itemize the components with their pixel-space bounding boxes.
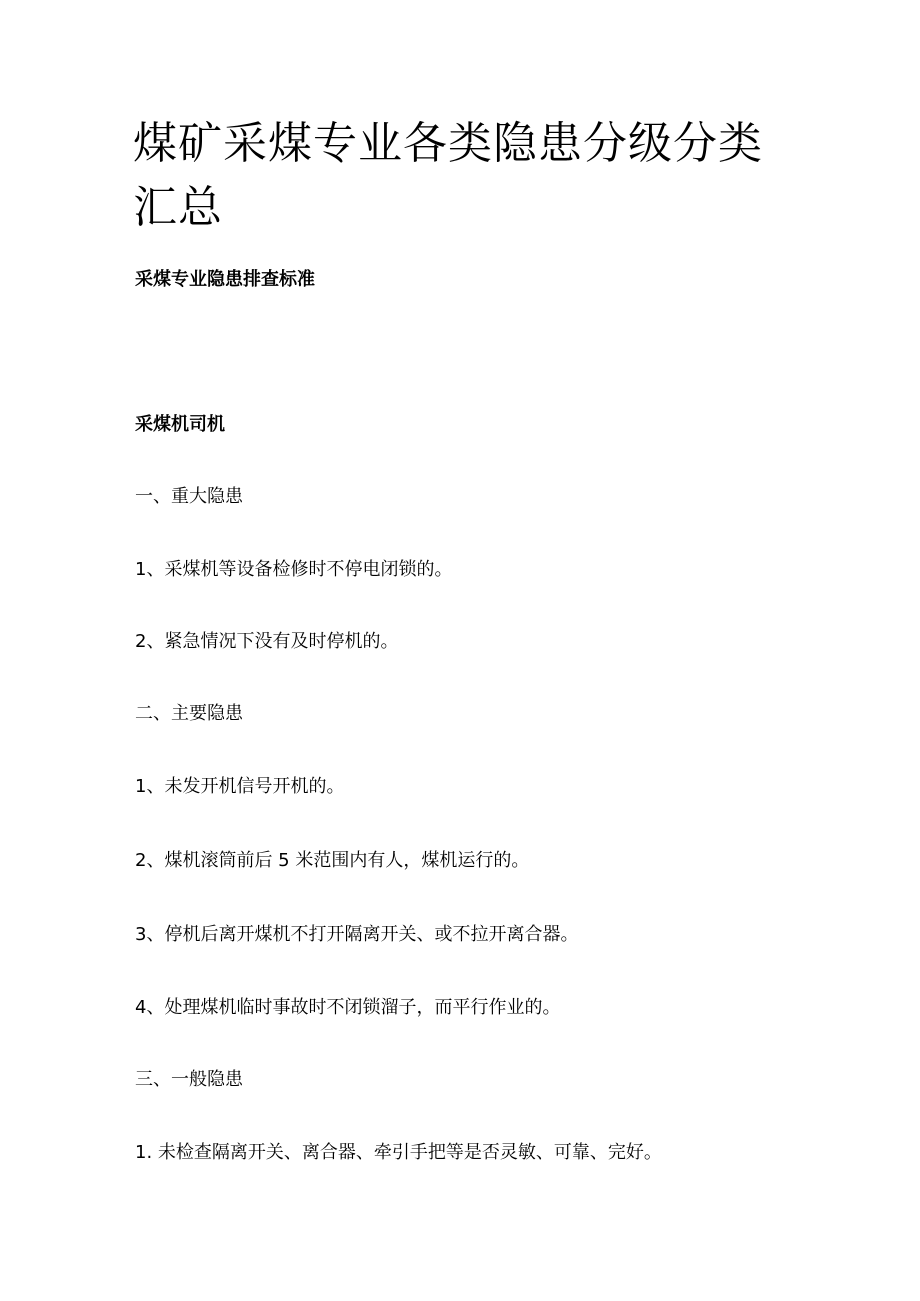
list-item: 4、处理煤机临时事故时不闭锁溜子，而平行作业的。 [135, 997, 561, 1018]
list-item: 1、未发开机信号开机的。 [135, 776, 345, 797]
category-heading-general: 三、一般隐患 [135, 1069, 243, 1090]
document-title: 煤矿采煤专业各类隐患分级分类汇总 [133, 118, 763, 233]
list-item: 2、煤机滚筒前后 5 米范围内有人，煤机运行的。 [135, 850, 530, 871]
section-heading: 采煤机司机 [135, 414, 225, 435]
category-heading-main: 二、主要隐患 [135, 703, 243, 724]
list-item: 1、采煤机等设备检修时不停电闭锁的。 [135, 559, 453, 580]
list-item: 2、紧急情况下没有及时停机的。 [135, 631, 399, 652]
document-subtitle: 采煤专业隐患排查标准 [135, 269, 315, 290]
list-item: 1. 未检查隔离开关、离合器、牵引手把等是否灵敏、可靠、完好。 [135, 1142, 662, 1163]
category-heading-major: 一、重大隐患 [135, 486, 243, 507]
list-item: 3、停机后离开煤机不打开隔离开关、或不拉开离合器。 [135, 924, 579, 945]
